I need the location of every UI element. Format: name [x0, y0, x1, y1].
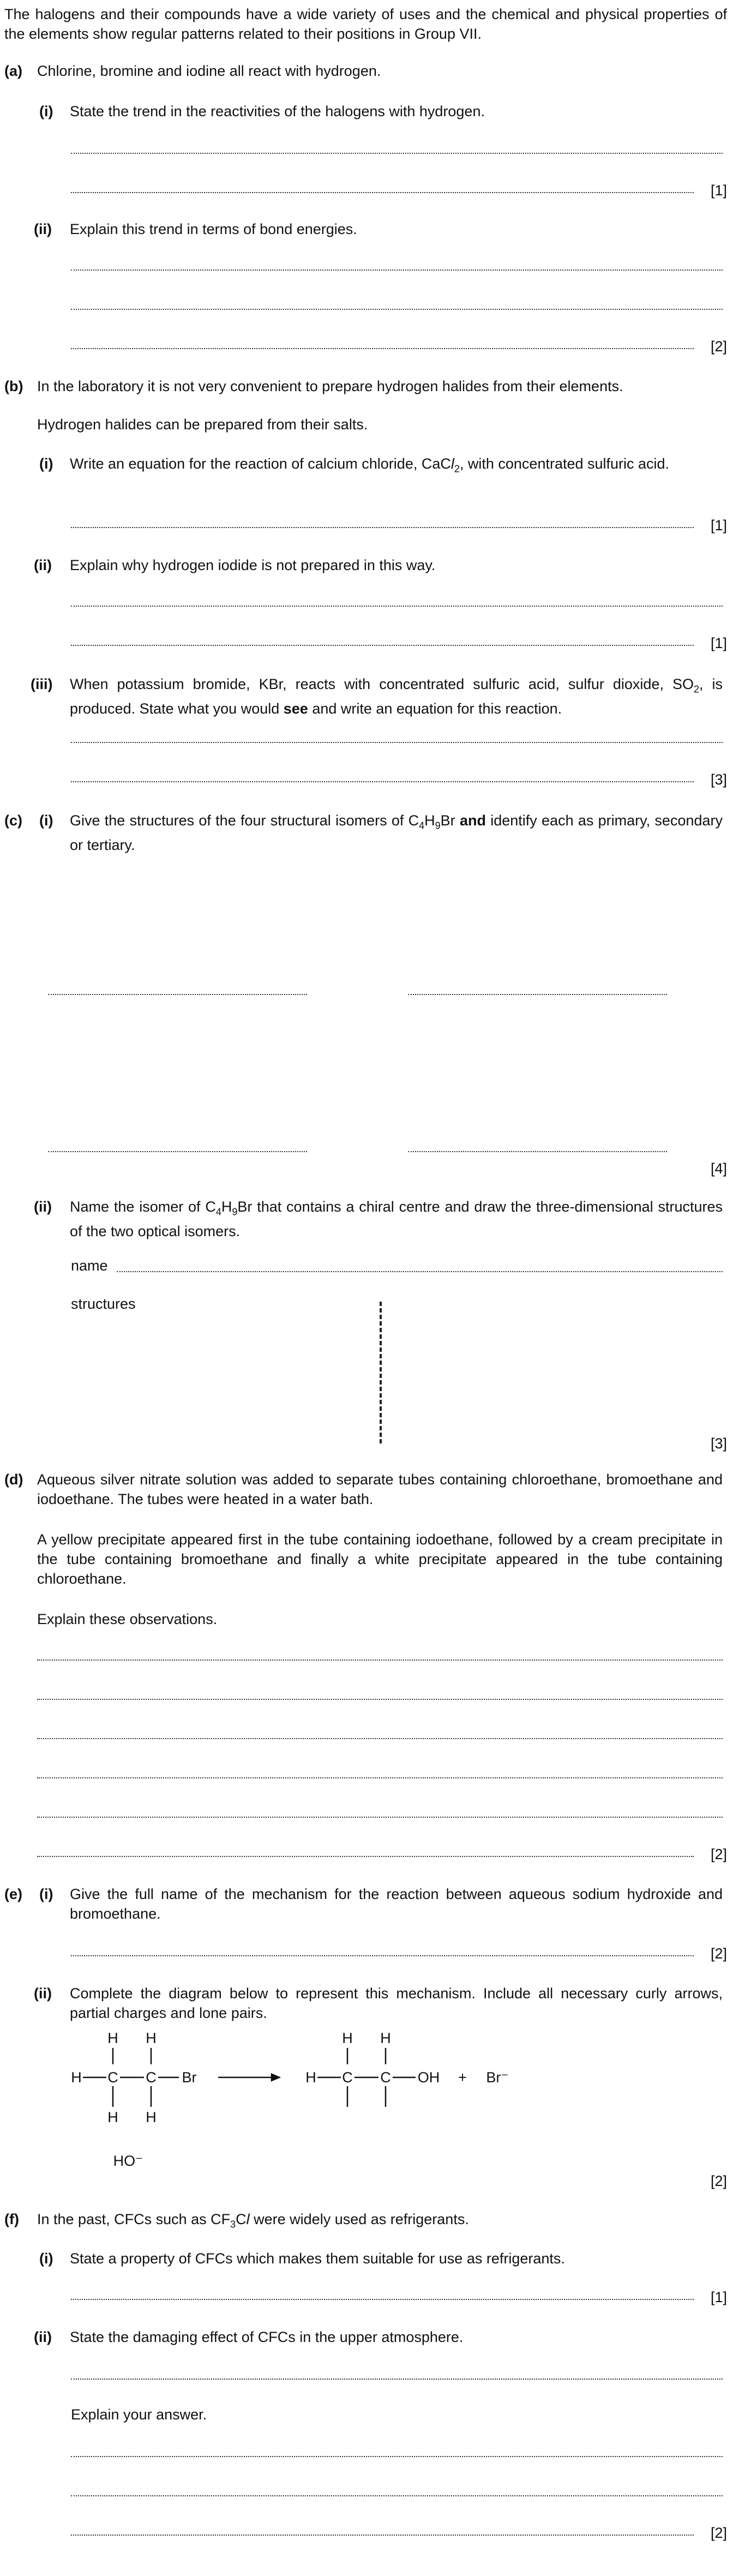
- isomer-label-line[interactable]: [48, 1151, 307, 1152]
- label-f: (f): [4, 2211, 19, 2227]
- answer-line[interactable]: [71, 153, 723, 154]
- answer-line[interactable]: [37, 1817, 723, 1818]
- mark-c-ii: [3]: [710, 1435, 727, 1452]
- answer-line[interactable]: [71, 1955, 694, 1956]
- answer-line[interactable]: [37, 1699, 723, 1700]
- mark-b-i: [1]: [710, 517, 727, 534]
- answer-line[interactable]: [37, 1856, 694, 1857]
- answer-line[interactable]: [71, 309, 723, 310]
- mark-f-i: [1]: [710, 2289, 727, 2305]
- label-e-ii: (ii): [34, 1985, 52, 2002]
- label-a-ii: (ii): [34, 221, 52, 237]
- label-a: (a): [4, 63, 22, 79]
- answer-line[interactable]: [37, 1660, 723, 1661]
- atom-h: H: [107, 2030, 118, 2046]
- atom-h: H: [107, 2109, 118, 2125]
- hydroxide-ion: HO⁻: [113, 2153, 143, 2169]
- mark-c-i: [4]: [710, 1160, 727, 1177]
- answer-line[interactable]: [71, 645, 694, 646]
- label-e: (e): [4, 1886, 22, 1902]
- mark-a-ii: [2]: [710, 338, 727, 355]
- isomer-label-line[interactable]: [408, 1151, 667, 1152]
- mark-e-i: [2]: [710, 1945, 727, 1962]
- atom-h: H: [305, 2069, 316, 2086]
- label-b-i: (i): [39, 456, 53, 472]
- answer-line[interactable]: [71, 348, 694, 349]
- mark-f-ii: [2]: [710, 2525, 727, 2541]
- answer-line[interactable]: [71, 2535, 694, 2536]
- mark-d: [2]: [710, 1846, 727, 1862]
- f-ii-text2: Explain your answer.: [71, 2406, 207, 2423]
- mark-b-iii: [3]: [710, 771, 727, 788]
- label-c-ii: (ii): [34, 1199, 52, 1215]
- name-label: name: [71, 1257, 108, 1274]
- atom-c: C: [146, 2069, 157, 2086]
- mark-e-ii: [2]: [710, 2173, 727, 2189]
- a-ii-text: Explain this trend in terms of bond energies.: [70, 221, 357, 237]
- d-text3: Explain these observations.: [37, 1611, 218, 1627]
- plus-sign: +: [458, 2069, 467, 2086]
- d-text2: A yellow precipitate appeared first in the tube containing iodoethane, followed by a cream precipitate in the tube containing bromoethane and finally a white precipitate appeared in the tube containing chloroethane.: [37, 1531, 723, 1587]
- answer-line[interactable]: [71, 269, 723, 271]
- mark-a-i: [1]: [710, 182, 727, 199]
- f-text: In the past, CFCs such as $CF_3Cl$ were widely used as refrigerants.: [37, 2211, 469, 2230]
- label-f-ii: (ii): [34, 2329, 52, 2345]
- answer-line[interactable]: [71, 192, 694, 193]
- atom-h: H: [146, 2109, 157, 2125]
- label-a-i: (i): [39, 103, 53, 119]
- label-e-i: (i): [39, 1886, 53, 1902]
- f-ii-text: State the damaging effect of CFCs in the upper atmosphere.: [70, 2329, 464, 2345]
- answer-line[interactable]: [37, 1777, 723, 1778]
- label-c: (c): [4, 812, 22, 829]
- atom-c: C: [342, 2069, 353, 2086]
- a-i-text: State the trend in the reactivities of the halogens with hydrogen.: [70, 103, 485, 119]
- answer-line[interactable]: [71, 2456, 723, 2457]
- label-d: (d): [4, 1471, 23, 1488]
- answer-line[interactable]: [117, 1271, 723, 1272]
- group-oh: OH: [417, 2069, 440, 2086]
- a-text: Chlorine, bromine and iodine all react with hydrogen.: [37, 63, 381, 79]
- f-i-text: State a property of CFCs which makes them suitable for use as refrigerants.: [70, 2250, 565, 2267]
- intro-text: The halogens and their compounds have a wide variety of uses and the chemical and physical properties of the elements show regular patterns related to their positions in Group VII.: [4, 6, 727, 42]
- b-iii-text: When potassium bromide, KBr, reacts with concentrated sulfuric acid, sulfur dioxide, $SO_2$, is produced. State what you would see and write an equation for this reaction.: [70, 676, 723, 717]
- isomer-label-line[interactable]: [48, 994, 307, 995]
- structure-divider: [380, 1302, 382, 1443]
- answer-line[interactable]: [71, 527, 694, 528]
- answer-line[interactable]: [71, 781, 694, 782]
- answer-line[interactable]: [37, 1738, 723, 1739]
- e-ii-text: Complete the diagram below to represent this mechanism. Include all necessary curly arrows, partial charges and lone pairs.: [70, 1985, 723, 2021]
- c-i-text: Give the structures of the four structural isomers of $C_4H_9Br$ and identify each as primary, secondary or tertiary.: [70, 812, 723, 854]
- isomer-label-line[interactable]: [408, 994, 667, 995]
- mechanism-diagram: [55, 2029, 545, 2193]
- answer-line[interactable]: [71, 2299, 694, 2300]
- atom-h: H: [342, 2030, 353, 2046]
- e-i-text: Give the full name of the mechanism for the reaction between aqueous sodium hydroxide and bromoethane.: [70, 1886, 723, 1922]
- b-text: In the laboratory it is not very convenient to prepare hydrogen halides from their elements.: [37, 378, 623, 394]
- atom-h: H: [71, 2069, 82, 2086]
- b-i-text: Write an equation for the reaction of calcium chloride, CaCl$_2$, with concentrated sulfuric acid.: [70, 456, 670, 475]
- atom-h: H: [146, 2030, 157, 2046]
- label-b-ii: (ii): [34, 557, 52, 573]
- atom-c: C: [380, 2069, 391, 2086]
- label-b-iii: (iii): [31, 676, 53, 692]
- bromide-ion: Br⁻: [486, 2069, 509, 2086]
- b-ii-text: Explain why hydrogen iodide is not prepared in this way.: [70, 557, 436, 573]
- atom-c: C: [107, 2069, 118, 2086]
- d-text: Aqueous silver nitrate solution was added to separate tubes containing chloroethane, bromoethane and iodoethane. The tubes were heated in a water bath.: [37, 1471, 723, 1507]
- c-ii-text: Name the isomer of $C_4H_9Br$ that contains a chiral centre and draw the three-dimensional structures of the two optical isomers.: [70, 1199, 723, 1240]
- label-f-i: (i): [39, 2250, 53, 2267]
- structures-label: structures: [71, 1296, 136, 1312]
- label-c-i: (i): [39, 812, 53, 829]
- mark-b-ii: [1]: [710, 635, 727, 651]
- answer-line[interactable]: [71, 606, 723, 607]
- atom-br: Br: [182, 2069, 197, 2086]
- answer-line[interactable]: [71, 742, 723, 743]
- answer-line[interactable]: [71, 2379, 723, 2380]
- label-b: (b): [4, 378, 23, 394]
- answer-line[interactable]: [71, 2495, 723, 2496]
- atom-h: H: [380, 2030, 391, 2046]
- b-text2: Hydrogen halides can be prepared from their salts.: [37, 416, 368, 433]
